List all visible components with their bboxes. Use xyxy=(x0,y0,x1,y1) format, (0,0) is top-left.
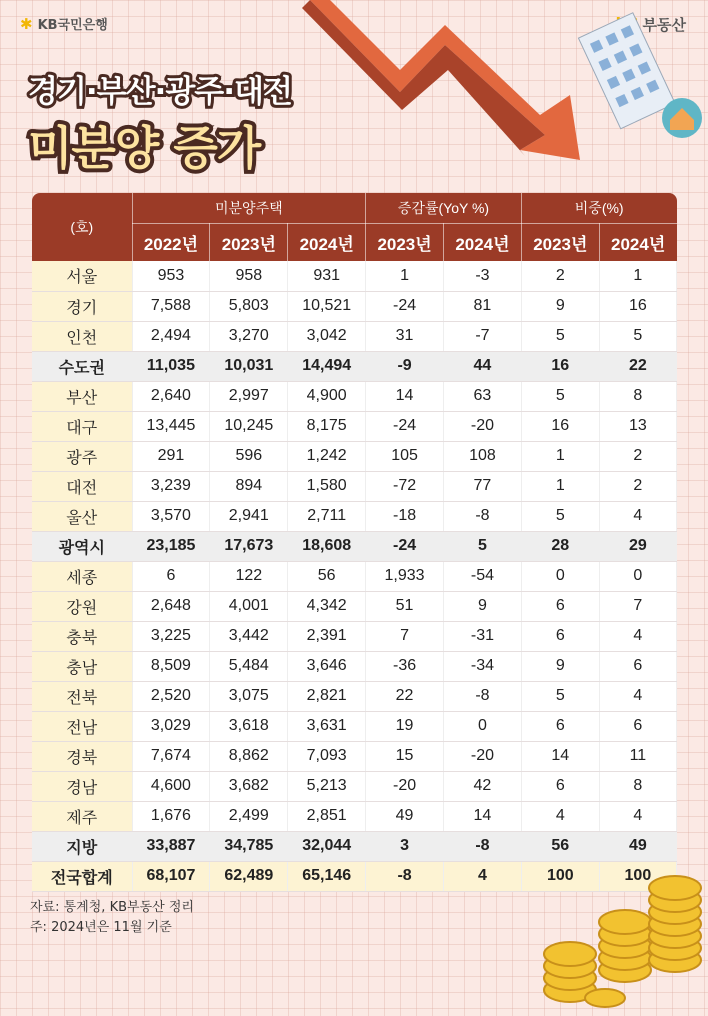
table-cell: 81 xyxy=(444,291,522,321)
table-cell: 2,499 xyxy=(210,801,288,831)
table-cell: 108 xyxy=(444,441,522,471)
table-cell: 6 xyxy=(599,651,676,681)
region-name: 광역시 xyxy=(32,531,132,561)
region-name: 수도권 xyxy=(32,351,132,381)
table-row xyxy=(32,321,677,351)
table-cell: -20 xyxy=(366,771,444,801)
table-cell: 3 xyxy=(366,831,444,861)
region-name: 경남 xyxy=(32,771,132,801)
table-cell: 56 xyxy=(288,561,366,591)
table-cell: 33,887 xyxy=(132,831,210,861)
table-cell: 953 xyxy=(132,261,210,291)
table-cell: 7,588 xyxy=(132,291,210,321)
table-cell: 17,673 xyxy=(210,531,288,561)
table-cell: -20 xyxy=(444,741,522,771)
table-cell: 3,682 xyxy=(210,771,288,801)
table-cell: 7,674 xyxy=(132,741,210,771)
table-cell: 22 xyxy=(366,681,444,711)
table-row xyxy=(32,741,677,771)
table-cell: 7,093 xyxy=(288,741,366,771)
region-name: 충남 xyxy=(32,651,132,681)
table-cell: 6 xyxy=(521,771,599,801)
table-cell: 5 xyxy=(444,531,522,561)
table-row xyxy=(32,591,677,621)
table-cell: 13,445 xyxy=(132,411,210,441)
table-cell: 958 xyxy=(210,261,288,291)
table-cell: 4,900 xyxy=(288,381,366,411)
table-cell: 2 xyxy=(521,261,599,291)
table-cell: 15 xyxy=(366,741,444,771)
table-cell: 44 xyxy=(444,351,522,381)
year-header: 2024년 xyxy=(444,223,522,261)
table-cell: 2 xyxy=(599,441,676,471)
region-name: 지방 xyxy=(32,831,132,861)
realestate-name: 부동산 xyxy=(642,16,686,34)
table-cell: 1 xyxy=(599,261,676,291)
table-cell: 1 xyxy=(521,441,599,471)
table-cell: 2,520 xyxy=(132,681,210,711)
table-cell: 5 xyxy=(599,321,676,351)
table-cell: 49 xyxy=(366,801,444,831)
page-title-line1: 경기·부산·광주·대전 xyxy=(28,74,292,110)
coins-illustration-icon xyxy=(530,860,708,1010)
table-cell: 1 xyxy=(521,471,599,501)
table-cell: 42 xyxy=(444,771,522,801)
table-cell: 2 xyxy=(599,471,676,501)
table-cell: 8,175 xyxy=(288,411,366,441)
table-cell: 56 xyxy=(521,831,599,861)
table-cell: 2,997 xyxy=(210,381,288,411)
table-cell: 2,648 xyxy=(132,591,210,621)
table-cell: 5,484 xyxy=(210,651,288,681)
table-cell: 2,391 xyxy=(288,621,366,651)
table-cell: 5 xyxy=(521,501,599,531)
table-cell: -24 xyxy=(366,291,444,321)
table-cell: 3,075 xyxy=(210,681,288,711)
table-cell: 14,494 xyxy=(288,351,366,381)
group-header-yoy: 증감률(YoY %) xyxy=(366,193,522,223)
page-title-line2: 미분양 증가 xyxy=(28,121,261,175)
table-cell: -8 xyxy=(366,861,444,891)
table-cell: 31 xyxy=(366,321,444,351)
table-cell: 1,933 xyxy=(366,561,444,591)
region-name: 광주 xyxy=(32,441,132,471)
table-cell: 2,851 xyxy=(288,801,366,831)
table-cell: 5 xyxy=(521,681,599,711)
table-cell: 2,941 xyxy=(210,501,288,531)
table-row xyxy=(32,771,677,801)
region-name: 인천 xyxy=(32,321,132,351)
table-cell: 3,239 xyxy=(132,471,210,501)
table-cell: 3,270 xyxy=(210,321,288,351)
table-cell: 77 xyxy=(444,471,522,501)
unit-header: (호) xyxy=(32,193,132,261)
table-cell: -34 xyxy=(444,651,522,681)
table-cell: 65,146 xyxy=(288,861,366,891)
year-header: 2023년 xyxy=(366,223,444,261)
table-row xyxy=(32,471,677,501)
table-cell: -36 xyxy=(366,651,444,681)
table-row xyxy=(32,531,677,561)
table-cell: 34,785 xyxy=(210,831,288,861)
table-cell: 3,631 xyxy=(288,711,366,741)
table-cell: 13 xyxy=(599,411,676,441)
table-cell: 10,245 xyxy=(210,411,288,441)
date-note: 주: 2024년은 11월 기준 xyxy=(30,920,172,935)
table-cell: 105 xyxy=(366,441,444,471)
table-cell: -3 xyxy=(444,261,522,291)
table-cell: 4 xyxy=(599,801,676,831)
table-cell: 4,600 xyxy=(132,771,210,801)
table-row xyxy=(32,411,677,441)
region-name: 강원 xyxy=(32,591,132,621)
table-cell: 32,044 xyxy=(288,831,366,861)
table-row xyxy=(32,831,677,861)
table-cell: 7 xyxy=(366,621,444,651)
table-cell: 4 xyxy=(599,681,676,711)
table-cell: 16 xyxy=(521,411,599,441)
table-cell: 931 xyxy=(288,261,366,291)
table-cell: 19 xyxy=(366,711,444,741)
table-cell: 16 xyxy=(521,351,599,381)
table-cell: 5 xyxy=(521,381,599,411)
table-cell: -8 xyxy=(444,681,522,711)
table-cell: -24 xyxy=(366,411,444,441)
table-row xyxy=(32,261,677,291)
table-row xyxy=(32,681,677,711)
table-cell: 4 xyxy=(599,621,676,651)
year-header: 2024년 xyxy=(288,223,366,261)
table-cell: 14 xyxy=(444,801,522,831)
region-name: 충북 xyxy=(32,621,132,651)
table-cell: 8,509 xyxy=(132,651,210,681)
table-cell: -18 xyxy=(366,501,444,531)
table-cell: 122 xyxy=(210,561,288,591)
table-cell: 51 xyxy=(366,591,444,621)
table-cell: -24 xyxy=(366,531,444,561)
table-cell: 22 xyxy=(599,351,676,381)
table-cell: -72 xyxy=(366,471,444,501)
table-cell: 5 xyxy=(521,321,599,351)
table-cell: -54 xyxy=(444,561,522,591)
table-cell: 10,031 xyxy=(210,351,288,381)
group-header-share: 비중(%) xyxy=(521,193,676,223)
table-cell: 8,862 xyxy=(210,741,288,771)
table-cell: 29 xyxy=(599,531,676,561)
table-cell: 7 xyxy=(599,591,676,621)
table-cell: 3,618 xyxy=(210,711,288,741)
building-icon xyxy=(578,13,675,129)
table-row xyxy=(32,621,677,651)
table-cell: -31 xyxy=(444,621,522,651)
table-cell: -7 xyxy=(444,321,522,351)
table-cell: 0 xyxy=(444,711,522,741)
table-cell: 6 xyxy=(599,711,676,741)
table-cell: 4 xyxy=(521,801,599,831)
table-cell: 596 xyxy=(210,441,288,471)
table-cell: -8 xyxy=(444,501,522,531)
table-cell: 1,676 xyxy=(132,801,210,831)
region-name: 제주 xyxy=(32,801,132,831)
table-cell: 10,521 xyxy=(288,291,366,321)
table-cell: 4 xyxy=(444,861,522,891)
table-cell: -20 xyxy=(444,411,522,441)
table-cell: 6 xyxy=(132,561,210,591)
kb-bank-name: KB국민은행 xyxy=(37,18,108,33)
table-cell: 4,001 xyxy=(210,591,288,621)
table-cell: 9 xyxy=(521,291,599,321)
table-cell: 1,242 xyxy=(288,441,366,471)
table-cell: 23,185 xyxy=(132,531,210,561)
table-cell: 3,029 xyxy=(132,711,210,741)
table-cell: 0 xyxy=(599,561,676,591)
table-cell: 68,107 xyxy=(132,861,210,891)
table-cell: 1,580 xyxy=(288,471,366,501)
year-header: 2024년 xyxy=(599,223,676,261)
table-row xyxy=(32,501,677,531)
region-name: 전북 xyxy=(32,681,132,711)
kb-star-icon: ✱ xyxy=(20,14,33,33)
kb-bank-logo xyxy=(20,14,108,33)
region-name: 서울 xyxy=(32,261,132,291)
table-cell: 1 xyxy=(366,261,444,291)
region-name: 울산 xyxy=(32,501,132,531)
table-cell: 3,570 xyxy=(132,501,210,531)
table-row xyxy=(32,381,677,411)
table-cell: -9 xyxy=(366,351,444,381)
region-name: 경기 xyxy=(32,291,132,321)
table-cell: 2,494 xyxy=(132,321,210,351)
table-cell: 28 xyxy=(521,531,599,561)
table-row xyxy=(32,651,677,681)
region-name: 전남 xyxy=(32,711,132,741)
region-name: 세종 xyxy=(32,561,132,591)
table-cell: 5,803 xyxy=(210,291,288,321)
region-name: 전국합계 xyxy=(32,861,132,891)
table-row xyxy=(32,291,677,321)
table-cell: 16 xyxy=(599,291,676,321)
table-cell: 63 xyxy=(444,381,522,411)
region-name: 대전 xyxy=(32,471,132,501)
table-cell: 100 xyxy=(521,861,599,891)
year-header: 2023년 xyxy=(521,223,599,261)
year-header: 2022년 xyxy=(132,223,210,261)
table-cell: 3,442 xyxy=(210,621,288,651)
region-name: 대구 xyxy=(32,411,132,441)
table-cell: 2,711 xyxy=(288,501,366,531)
table-cell: 291 xyxy=(132,441,210,471)
table-cell: 0 xyxy=(521,561,599,591)
year-header: 2023년 xyxy=(210,223,288,261)
unsold-housing-table xyxy=(32,193,677,892)
table-cell: 49 xyxy=(599,831,676,861)
table-cell: 11 xyxy=(599,741,676,771)
table-cell: 6 xyxy=(521,711,599,741)
table-cell: 9 xyxy=(444,591,522,621)
table-cell: 62,489 xyxy=(210,861,288,891)
table-cell: 4,342 xyxy=(288,591,366,621)
down-trend-arrow-icon xyxy=(270,0,708,190)
table-cell: 3,646 xyxy=(288,651,366,681)
table-cell: 11,035 xyxy=(132,351,210,381)
table-cell: 8 xyxy=(599,771,676,801)
region-name: 부산 xyxy=(32,381,132,411)
source-note: 자료: 통계청, KB부동산 정리 xyxy=(30,900,194,915)
table-cell: 6 xyxy=(521,591,599,621)
table-row xyxy=(32,801,677,831)
table-cell: -8 xyxy=(444,831,522,861)
table-cell: 8 xyxy=(599,381,676,411)
table-cell: 14 xyxy=(521,741,599,771)
table-cell: 14 xyxy=(366,381,444,411)
table-cell: 5,213 xyxy=(288,771,366,801)
table-cell: 4 xyxy=(599,501,676,531)
table-cell: 100 xyxy=(599,861,676,891)
table-cell: 3,225 xyxy=(132,621,210,651)
table-cell: 18,608 xyxy=(288,531,366,561)
region-name: 경북 xyxy=(32,741,132,771)
table-cell: 3,042 xyxy=(288,321,366,351)
group-header-unsold: 미분양주택 xyxy=(132,193,366,223)
table-row xyxy=(32,441,677,471)
table-row xyxy=(32,351,677,381)
table-cell: 894 xyxy=(210,471,288,501)
table-cell: 2,821 xyxy=(288,681,366,711)
table-cell: 9 xyxy=(521,651,599,681)
table-row xyxy=(32,561,677,591)
table-row xyxy=(32,711,677,741)
table-cell: 6 xyxy=(521,621,599,651)
table-cell: 2,640 xyxy=(132,381,210,411)
